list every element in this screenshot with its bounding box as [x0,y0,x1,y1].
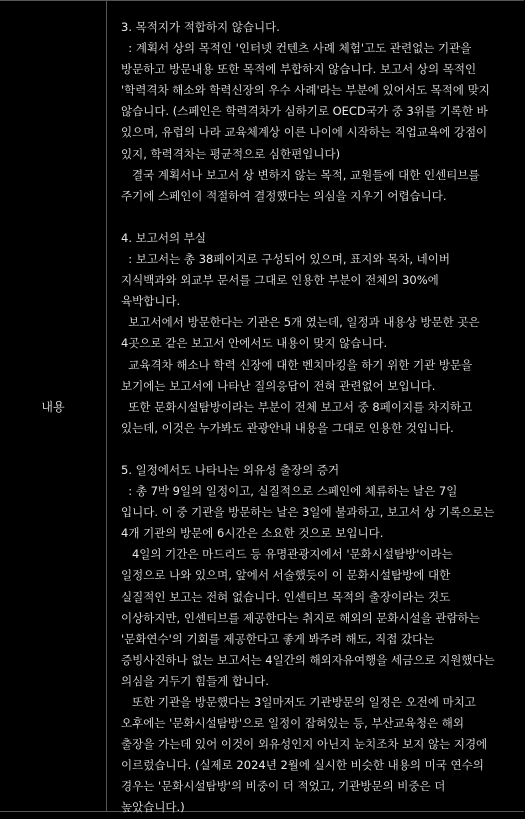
content-line: 있으며, 유럽의 나라 교육체계상 이른 나이에 시작하는 직업교육에 강점이 [121,125,488,140]
content-line: 실질적인 보고는 전혀 없습니다. 인센티브 목적의 출장이라는 것도 [121,589,451,604]
content-line: : 계획서 상의 목적인 '인터넷 컨텐츠 사례 체험'고도 관련없는 기관을 [121,41,472,56]
content-line: 있지, 학력격차는 평균적으로 심한편입니다) [121,146,341,161]
content-line: 4곳으로 같은 보고서 안에서도 내용이 맞지 않습니다. [121,336,388,351]
content-line: 있는데, 이것은 누가봐도 관광안내 내용을 그대로 인용한 것입니다. [121,420,454,435]
content-line: 또한 기관을 방문했다는 3일마저도 기관방문의 일정은 오전에 마치고 [121,695,476,709]
content-line: 결국 계획서나 보고서 상 변하지 않는 목적, 교원들에 대한 인센티브를 [121,167,480,182]
content-line: 4개 기관의 방문에 6시간은 소요한 것으로 보입니다. [121,526,384,541]
content-line: '학력격차 해소와 학력신장의 우수 사례'라는 부분에 있어서도 목적에 맞지 [121,83,490,98]
content-line: : 총 7박 9일의 일정이고, 실질적으로 스페인에 체류하는 날은 7일 [121,484,458,499]
content-line: 오후에는 '문화시설탐방'으로 일정이 잡혀있는 등, 부산교육청은 해외 [121,716,464,731]
row-label: 내용 [41,399,65,414]
content-line: 경우는 '문화시설탐방'의 비중이 더 적었고, 기관방문의 비중은 더 [121,779,446,794]
content-line: 지식백과와 외교부 문서를 그대로 인용한 부분이 전체의 30%에 [121,273,439,288]
content-line: 4일의 기간은 마드리드 등 유명관광지에서 '문화시설탐방'이라는 [121,547,453,562]
content-line: 주기에 스페인이 적절하여 결정했다는 의심을 지우기 어렵습니다. [121,188,447,203]
content-line: 출장을 가는데 있어 이것이 외유성인지 아닌지 눈치조차 보지 않는 지경에 [121,737,488,752]
content-line: 증빙사진하나 없는 보고서는 4일간의 해외자유여행을 세금으로 지원했다는 [121,652,495,667]
content-line: 일정으로 나와 있으며, 앞에서 서술했듯이 이 문화시설탐방에 대한 [121,568,451,583]
content-line: 보기에는 보고서에 나타난 질의응답이 전혀 관련없어 보입니다. [121,378,436,393]
content-line [121,439,516,460]
content-line: 이상하지만, 인센티브를 제공한다는 취지로 해외의 문화시설을 관람하는 [121,610,480,625]
content-line: : 보고서는 총 38페이지로 구성되어 있으며, 표지와 목차, 네이버 [121,252,450,267]
content-line: 3. 목적지가 적합하지 않습니다. [121,20,280,34]
content-line: 5. 일정에서도 나타나는 외유성 출장의 증거 [121,462,340,477]
content-line: 의심을 거두기 힘들게 합니다. [121,673,269,688]
row-label-cell [0,1,107,811]
content-line: 4. 보고서의 부실 [121,230,206,245]
content-line: 또한 문화시설탐방이라는 부분이 전체 보고서 중 8페이지를 차지하고 [121,399,473,414]
content-body-cell [108,1,524,815]
content-line [121,207,516,228]
content-line: 입니다. 이 중 기관을 방문하는 날은 3일에 불과하고, 보고서 상 기록으로는 [121,505,495,520]
content-line: 이르렀습니다. (실제로 2024년 2월에 실시한 비슷한 내용의 미국 연수의 [121,758,484,773]
content-line: 육박합니다. [121,294,181,309]
content-line: 교육격차 해소나 학력 신장에 대한 벤치마킹을 하기 위한 기관 방문을 [121,357,473,372]
content-line: 않습니다. (스페인은 학력격차가 심하기로 OECD국가 중 3위를 기록한 바 [121,104,488,119]
content-line: 높았습니다.) [121,800,185,815]
content-line: 방문하고 방문내용 또한 목적에 부합하지 않습니다. 보고서 상의 목적인 [121,62,477,77]
content-line: '문화연수'의 기회를 제공한다고 좋게 봐주려 해도, 직접 갔다는 [121,631,435,646]
content-line: 보고서에서 방문한다는 기관은 5개 였는데, 일정과 내용상 방문한 곳은 [121,315,480,330]
